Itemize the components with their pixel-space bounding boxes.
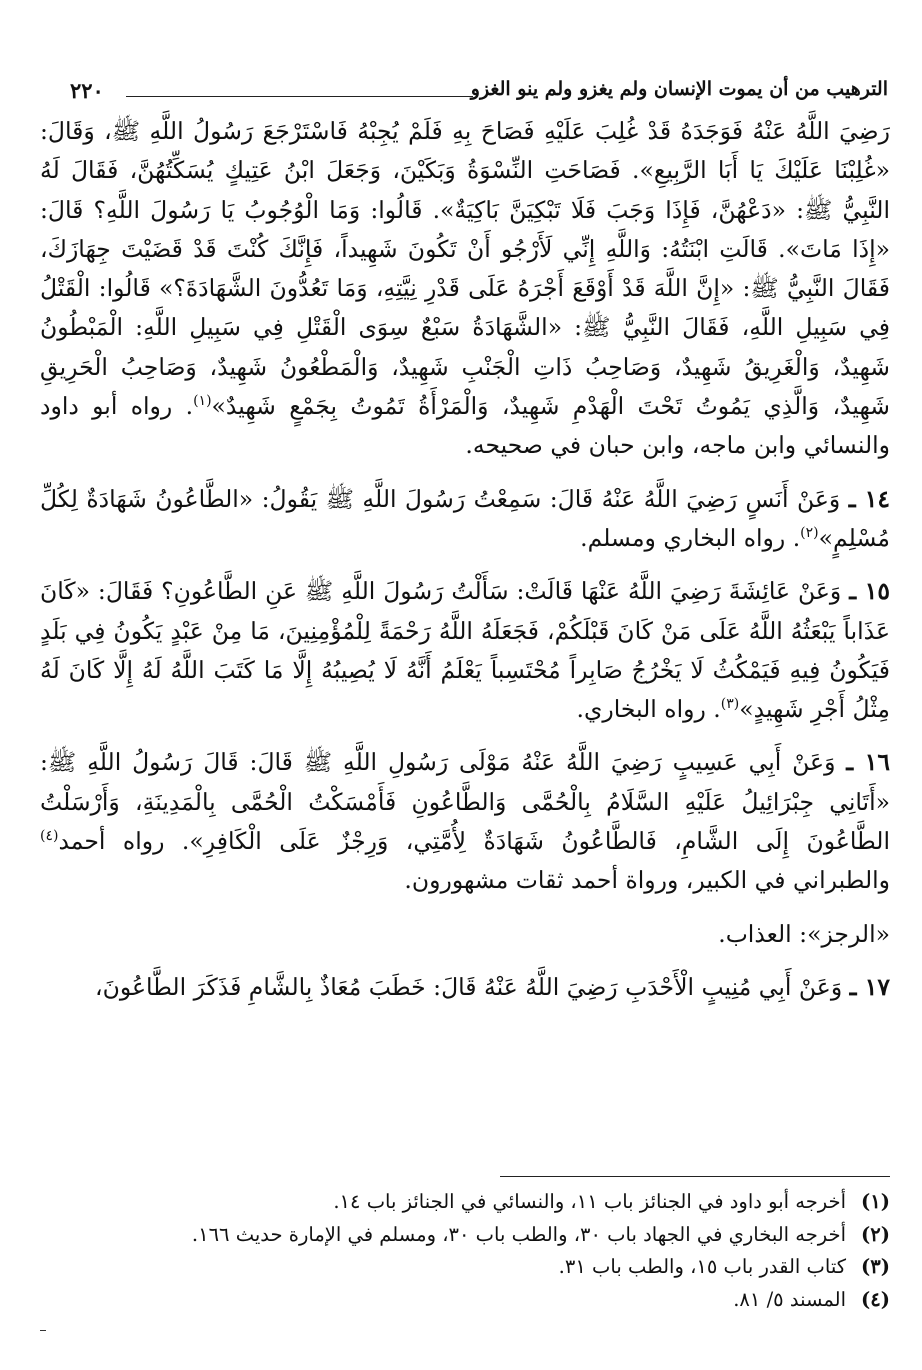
running-header	[36, 78, 888, 110]
source-note: . رواه البخاري ومسلم.	[580, 523, 801, 552]
glossary-note	[40, 915, 890, 954]
hadith-13-continuation	[40, 112, 890, 466]
hadith-number: ١٧ ـ	[849, 972, 890, 1001]
paragraph-text: وَعَنْ أَنَسٍ رَضِيَ اللَّهُ عَنْهُ قَالَ: سَمِعْتُ رَسُولَ اللَّهِ ﷺ يَقُولُ: «الطَّاعُونُ شَهَادَةٌ لِكُلِّ مُسْلِمٍ»	[40, 484, 890, 552]
hadith-number: ١٦ ـ	[846, 748, 890, 777]
paragraph-text: وَعَنْ أَبِي مُنِيبٍ الْأَحْدَبِ رَضِيَ اللَّهُ عَنْهُ قَالَ: خَطَبَ مُعَاذٌ بِالشَّامِ فَذَكَرَ الطَّاعُونَ،	[94, 972, 843, 1001]
footnote-list	[40, 1186, 890, 1316]
footnote-item	[40, 1219, 890, 1252]
footnote-number: (٣)	[861, 1255, 890, 1278]
footnote-ref: (٢)	[800, 525, 819, 542]
paragraph-text: «الرجز»: العذاب.	[718, 919, 890, 948]
hadith-17	[40, 968, 890, 1007]
hadith-number: ١٥ ـ	[849, 577, 890, 606]
source-note: . رواه أبو داود والنسائي وابن ماجه، وابن حبان في صحيحه.	[40, 392, 890, 460]
hadith-number: ١٤ ـ	[848, 484, 890, 513]
hadith-14	[40, 480, 890, 559]
main-text	[40, 112, 890, 1007]
page-edge-mark	[40, 1330, 46, 1331]
page-number: ٢٢٠	[70, 78, 104, 103]
footnote-item	[40, 1251, 890, 1284]
footnote-rule	[500, 1176, 890, 1177]
paragraph-text: وَعَنْ عَائِشَةَ رَضِيَ اللَّهُ عَنْهَا قَالَتْ: سَأَلْتُ رَسُولَ اللَّهِ ﷺ عَنِ الطَّاعُونِ؟ فَقَالَ: «كَانَ عَذَاباً يَبْعَثُهُ اللَّهُ عَلَى مَنْ كَانَ قَبْلَكُمْ، فَجَعَلَهُ اللَّهُ رَحْمَةً لِلْمُؤْمِنِينَ، مَا مِنْ عَبْدٍ يَكُونُ فِي بَلَدٍ فَيَكُونُ فِيهِ فَيَمْكُثُ لَا يَخْرُجُ صَابِراً مُحْتَسِباً يَعْلَمُ أَنَّهُ لَا يُصِيبُهُ إِلَّا مَا كَتَبَ اللَّهُ لَهُ إِلَّا كَانَ لَهُ مِثْلُ أَجْرِ شَهِيدٍ»	[40, 577, 890, 724]
footnote-text: أخرجه أبو داود في الجنائز باب ١١، والنسائي في الجنائز باب ١٤.	[333, 1190, 846, 1213]
footnote-ref: (٣)	[720, 696, 740, 713]
hadith-15	[40, 572, 890, 729]
source-note: والطبراني في الكبير، ورواة أحمد ثقات مشهورون.	[404, 866, 890, 895]
header-rule	[126, 96, 473, 97]
footnote-ref: (٤)	[40, 828, 59, 845]
footnote-ref: (١)	[193, 393, 212, 410]
source-note: . رواه البخاري.	[576, 695, 721, 724]
footnote-text: أخرجه البخاري في الجهاد باب ٣٠، والطب باب ٣٠، ومسلم في الإمارة حديث ١٦٦.	[191, 1222, 846, 1246]
running-title: الترهيب من أن يموت الإنسان ولم يغزو ولم ينو الغزو	[470, 78, 888, 100]
footnote-number: (٤)	[861, 1287, 890, 1311]
footnote-item	[40, 1284, 890, 1317]
hadith-16	[40, 743, 890, 900]
footnote-text: المسند ٥/ ٨١.	[733, 1287, 846, 1311]
footnote-number: (٢)	[861, 1222, 890, 1246]
footnote-number: (١)	[861, 1190, 890, 1213]
paragraph-text: وَعَنْ أَبِي عَسِيبٍ رَضِيَ اللَّهُ عَنْهُ مَوْلَى رَسُولِ اللَّهِ ﷺ قَالَ: قَالَ رَسُولُ اللَّهِ ﷺ: «أَتَانِي جِبْرَائِيلُ عَلَيْهِ السَّلَامُ بِالْحُمَّى وَالطَّاعُونِ فَأَمْسَكْتُ الْحُمَّى بِالْمَدِينَةِ، وَأَرْسَلْتُ الطَّاعُونَ إِلَى الشَّامِ، فَالطَّاعُونُ شَهَادَةٌ لِأُمَّتِي، وَرِجْزٌ عَلَى الْكَافِرِ». رواه أحمد	[40, 748, 890, 856]
footnote-item	[40, 1186, 890, 1219]
paragraph-text: رَضِيَ اللَّهُ عَنْهُ فَوَجَدَهُ قَدْ غُلِبَ عَلَيْهِ فَصَاحَ بِهِ فَلَمْ يُجِبْهُ فَاسْتَرْجَعَ رَسُولُ اللَّهِ ﷺ، وَقَالَ: «غُلِبْنَا عَلَيْكَ يَا أَبَا الرَّبِيعِ». فَصَاحَتِ النِّسْوَةُ وَبَكَيْنَ، وَجَعَلَ ابْنُ عَتِيكٍ يُسَكِّتُهُنَّ، فَقَالَ لَهُ النَّبِيُّ ﷺ: «دَعْهُنَّ، فَإِذَا وَجَبَ فَلَا تَبْكِيَنَّ بَاكِيَةٌ». قَالُوا: وَمَا الْوُجُوبُ يَا رَسُولَ اللَّهِ؟ قَالَ: «إِذَا مَاتَ». قَالَتِ ابْنَتُهُ: وَاللَّهِ إِنِّي لَأَرْجُو أَنْ تَكُونَ شَهِيداً، فَإِنَّكَ كُنْتَ قَدْ قَضَيْتَ جِهَازَكَ، فَقَالَ النَّبِيُّ ﷺ: «إِنَّ اللَّهَ قَدْ أَوْقَعَ أَجْرَهُ عَلَى قَدْرِ نِيَّتِهِ، وَمَا تَعُدُّونَ الشَّهَادَةَ؟» قَالُوا: الْقَتْلُ فِي سَبِيلِ اللَّهِ، فَقَالَ النَّبِيُّ ﷺ: «الشَّهَادَةُ سَبْعٌ سِوَى الْقَتْلِ فِي سَبِيلِ اللَّهِ: الْمَبْطُونُ شَهِيدٌ، وَالْغَرِيقُ شَهِيدٌ، وَصَاحِبُ ذَاتِ الْجَنْبِ شَهِيدٌ، وَالْمَطْعُونُ شَهِيدٌ، وَصَاحِبُ الْحَرِيقِ شَهِيدٌ، وَالَّذِي يَمُوتُ تَحْتَ الْهَدْمِ شَهِيدٌ، وَالْمَرْأَةُ تَمُوتُ بِجَمْعٍ شَهِيدٌ»	[40, 117, 890, 421]
footnote-text: كتاب القدر باب ١٥، والطب باب ٣١.	[558, 1255, 846, 1278]
